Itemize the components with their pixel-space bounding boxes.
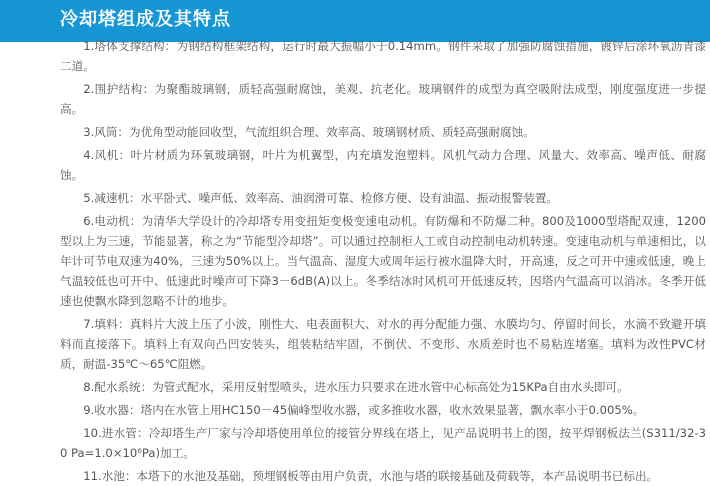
- paragraph-frame-structure: 1.塔体支撑结构：为钢结构框架结构，运行时最大振幅小于0.14mm。钢件采取了加强防腐蚀措施，镀锌后涂环氧沥青漆二道。: [60, 39, 706, 73]
- paragraph-basin: 11.水池：本塔下的水池及基础，预埋钢板等由用户负责，水池与塔的联接基础及荷载等，本产品说明书已标出。: [83, 469, 659, 483]
- paragraph-reducer: 5.减速机：水平卧式、噪声低、效率高、油润滑可靠、检修方便、设有油温、振动报警装置。: [83, 191, 559, 205]
- paragraph-inlet-pipe: 10.进水管：冷却塔生产厂家与冷却塔使用单位的接管分界线在塔上，见产品说明书上的图，按平焊钢板法兰(S311/32-30 Pa=1.0×10⁶Pa)加工。: [60, 426, 706, 460]
- section-title: 冷却塔组成及其特点: [60, 9, 231, 30]
- paragraph-drift-eliminator: 9.收水器：塔内在水管上用HC150－45偏峰型收水器，或多推收水器，收水效果显著，飘水率小于0.005%。: [83, 403, 645, 417]
- paragraph-motor: 6.电动机：为清华大学设计的冷却塔专用变扭矩变极变速电动机。有防爆和不防爆二种。800及1000型塔配双速，1200型以上为三速，节能显著，称之为“节能型冷却塔”。可以通过控制柜人工或自动控制电动机转速。变速电动机与单速相比，以年计可节电双速为40%，三速为50%以上。当气温高、湿度大或周年运行被水温降大时，开高速，反之可开中速或低速，晚上气温较低也可开中、低速此时噪声可下降3－6dB(A)以上。冬季结冰时风机可开低速反转，因塔内气温高可以消冰。冬季开低速也使飘水降到忽略不计的地步。: [60, 214, 706, 308]
- paragraph-water-distribution: 8.配水系统：为管式配水，采用反射型喷头，进水压力只要求在进水管中心标高处为15KPa自由水头即可。: [83, 380, 629, 394]
- paragraph-enclosure: 2.围护结构：为聚酯玻璃钢，质轻高强耐腐蚀，美观、抗老化。玻璃钢件的成型为真空吸附法成型，刚度强度进一步提高。: [60, 82, 706, 116]
- paragraph-fan-stack: 3.风筒：为优角型动能回收型，气流组织合理、效率高、玻璃钢材质、质轻高强耐腐蚀。: [83, 125, 535, 139]
- paragraph-fan: 4.风机：叶片材质为环氧玻璃钢，叶片为机翼型，内充填发泡塑料。风机气动力合理、风量大、效率高、噪声低、耐腐蚀。: [60, 148, 706, 182]
- paragraph-fill: 7.填料：真料片大波上压了小波，刚性大、电表面积大、对水的再分配能力强、水膜均匀、停留时间长，水滴不致避开填料而直接落下。填料上有双向凸凹安装头，组装粘结牢固，不倒伏、不变形、水质差时也不易粘连堵塞。填料为改性PVC材质，耐温-35℃～65℃阻燃。: [60, 317, 706, 371]
- feature-list: [60, 36, 706, 486]
